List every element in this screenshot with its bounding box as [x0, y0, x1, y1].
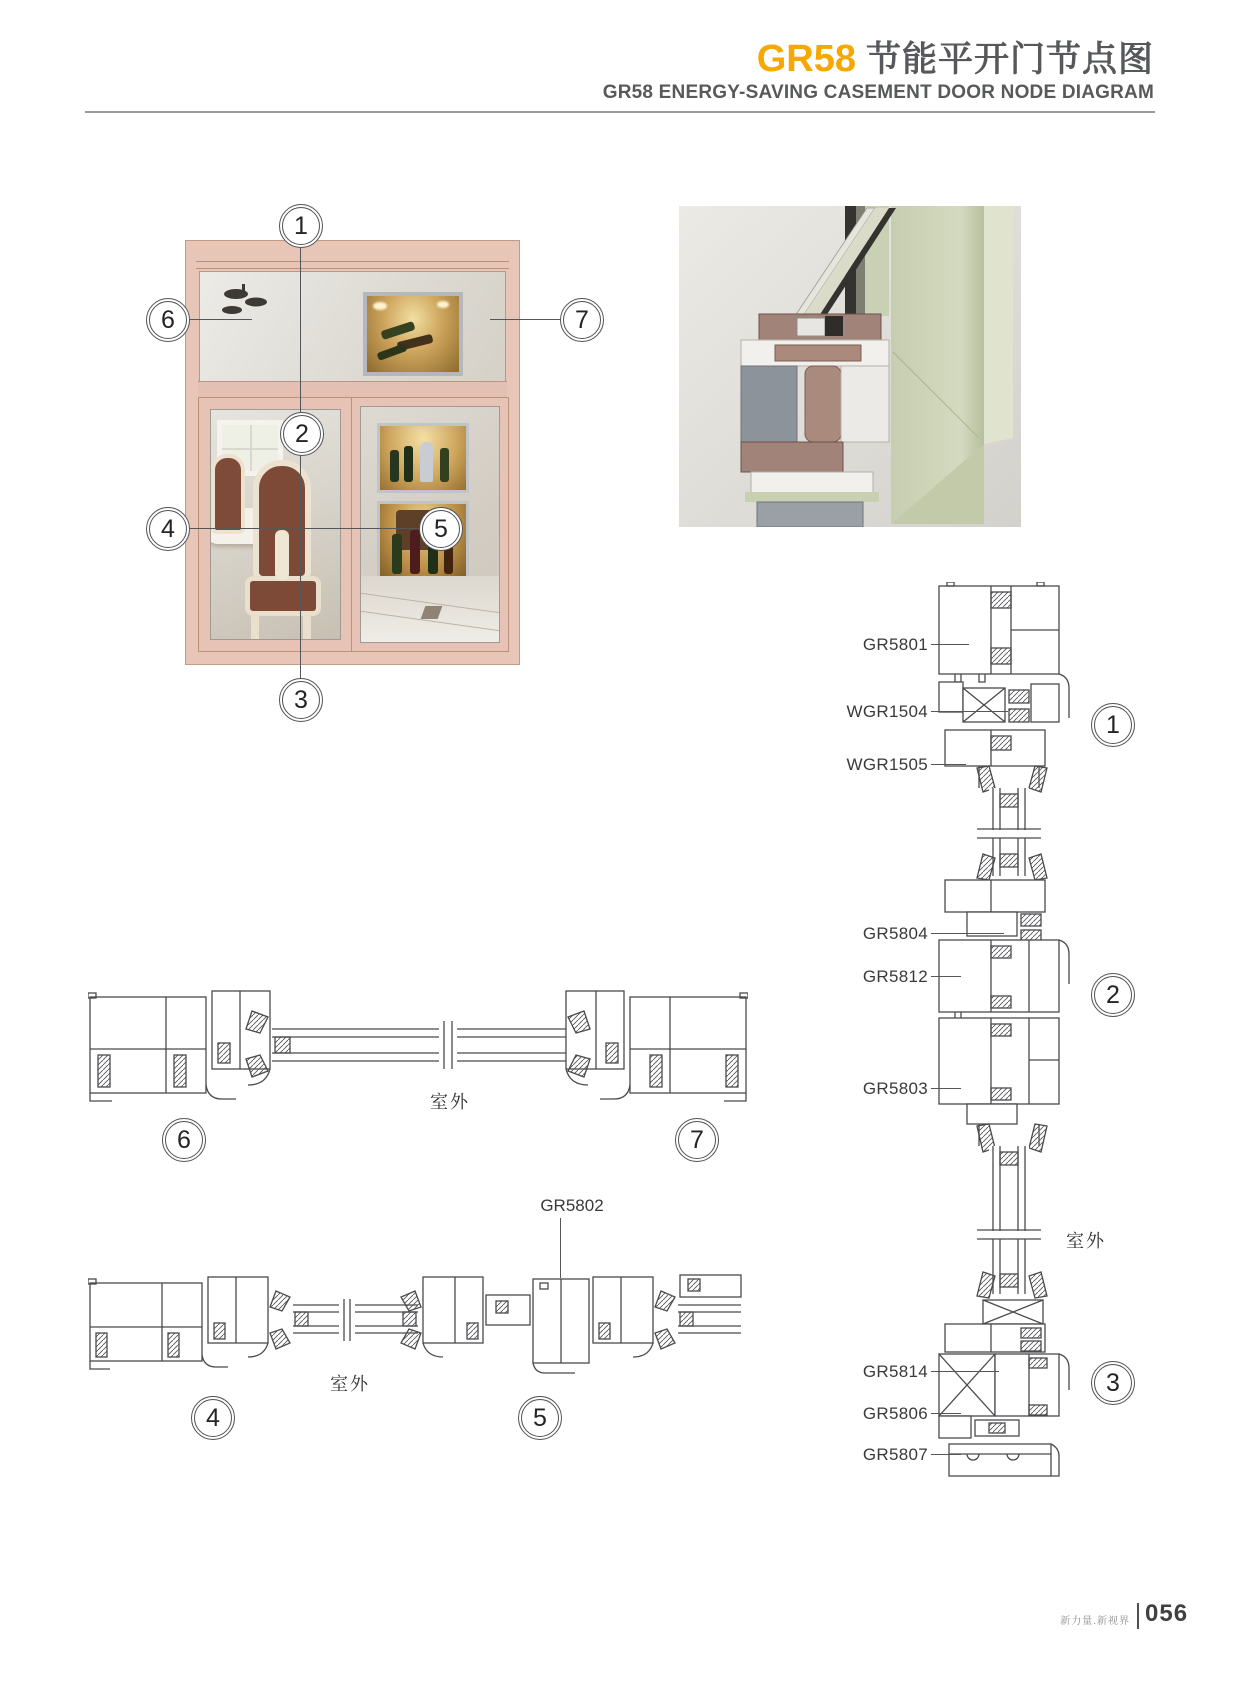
callout-3: 3	[279, 678, 323, 722]
label-gr5803: GR5803	[862, 1079, 928, 1098]
section-circle-5: 5	[518, 1396, 562, 1440]
mid-frame-profile	[939, 1018, 1059, 1152]
glazing-upper	[977, 788, 1047, 880]
glazing-lower	[977, 1146, 1047, 1298]
profile-3d-render	[679, 206, 1021, 527]
vertical-node-section	[933, 582, 1073, 1482]
head-frame-profile	[939, 582, 1059, 682]
section-circle-2: 2	[1091, 973, 1135, 1017]
footer-page-number: 056	[1145, 1600, 1189, 1627]
callout-leader-6	[190, 319, 252, 320]
callout-6: 6	[146, 298, 190, 342]
label-wgr1504: WGR1504	[846, 702, 928, 721]
leader-gr5802	[560, 1218, 561, 1278]
right-sash-profile	[566, 991, 624, 1085]
callout-4: 4	[146, 507, 190, 551]
section-circle-7: 7	[675, 1118, 719, 1162]
header-divider	[85, 111, 1155, 113]
horizontal-node-section-bottom	[88, 1255, 743, 1375]
chair-leg	[251, 616, 259, 640]
callout-leader-2-3	[300, 456, 301, 678]
page-title-zh: 节能平开门节点图	[865, 40, 1154, 79]
sash-bottom-and-transom-frame	[939, 880, 1069, 1020]
label-wgr1505: WGR1505	[846, 755, 928, 774]
callout-7: 7	[560, 298, 604, 342]
callout-2: 2	[280, 412, 324, 456]
label-gr5807: GR5807	[862, 1445, 928, 1464]
ceiling-fan-reflection	[214, 282, 284, 322]
footer-slogan: 新力量.新视界	[1060, 1616, 1130, 1627]
page-title	[603, 40, 1154, 79]
left-sash-profile	[212, 991, 270, 1085]
leader-gr5801	[931, 644, 969, 645]
callout-leader-4-5	[190, 528, 419, 529]
outdoor-label-bottom: 室外	[330, 1374, 370, 1394]
leader-gr5803	[931, 1088, 961, 1089]
outdoor-label-mid: 室外	[430, 1092, 470, 1112]
profile-cross-section	[741, 314, 889, 527]
footer-divider	[1137, 1603, 1139, 1629]
frame-groove-line	[196, 261, 509, 262]
label-gr5806: GR5806	[862, 1404, 928, 1423]
glazing-run-left	[293, 1297, 418, 1341]
center-sash-mullion-assembly	[401, 1277, 675, 1373]
callout-leader-7	[490, 319, 560, 320]
label-gr5802: GR5802	[540, 1196, 604, 1215]
left-frame-profile	[88, 1279, 228, 1369]
glazing-run-right	[678, 1275, 741, 1335]
section-circle-3: 3	[1091, 1361, 1135, 1405]
section-circle-6: 6	[162, 1118, 206, 1162]
left-door-panel	[199, 398, 352, 651]
chair-frame-detail	[275, 530, 289, 580]
frame-groove-line	[196, 268, 509, 269]
callout-1: 1	[279, 204, 323, 248]
sage-frame-edge	[984, 206, 1013, 444]
tile-floor	[361, 576, 499, 642]
leader-gr5806	[931, 1413, 961, 1414]
page-title-en: GR58 ENERGY-SAVING CASEMENT DOOR NODE DIAGRAM	[602, 82, 1154, 103]
series-code: GR58	[756, 38, 856, 80]
dining-chair-back	[211, 454, 245, 534]
leader-gr5812	[931, 976, 961, 977]
display-niche-upper	[377, 423, 469, 493]
sash-top-profile	[945, 730, 1047, 792]
leader-gr5804	[931, 933, 1004, 934]
horizontal-node-section-top	[88, 955, 748, 1120]
label-gr5814: GR5814	[862, 1362, 928, 1381]
leader-wgr1504	[931, 711, 1008, 712]
chair-leg	[303, 616, 311, 640]
callout-leader-1-2	[300, 248, 301, 412]
leader-gr5814	[931, 1371, 999, 1372]
casement-door-photo	[185, 240, 520, 665]
page-header	[603, 40, 1154, 104]
label-gr5801: GR5801	[862, 635, 928, 654]
dining-chair-seat	[245, 576, 321, 616]
outdoor-label-right: 室外	[1066, 1231, 1106, 1251]
section-circle-4: 4	[191, 1396, 235, 1440]
leader-gr5807	[931, 1454, 961, 1455]
transom-connector-profile	[939, 674, 1069, 722]
section-circle-1: 1	[1091, 703, 1135, 747]
callout-5: 5	[419, 507, 463, 551]
label-gr5804: GR5804	[862, 924, 928, 943]
left-sash-profile	[208, 1277, 290, 1357]
label-gr5812: GR5812	[862, 967, 928, 986]
sill-profile	[939, 1300, 1069, 1476]
leader-wgr1505	[931, 764, 966, 765]
transom-glass	[199, 271, 506, 383]
wine-cabinet-reflection	[363, 292, 463, 376]
